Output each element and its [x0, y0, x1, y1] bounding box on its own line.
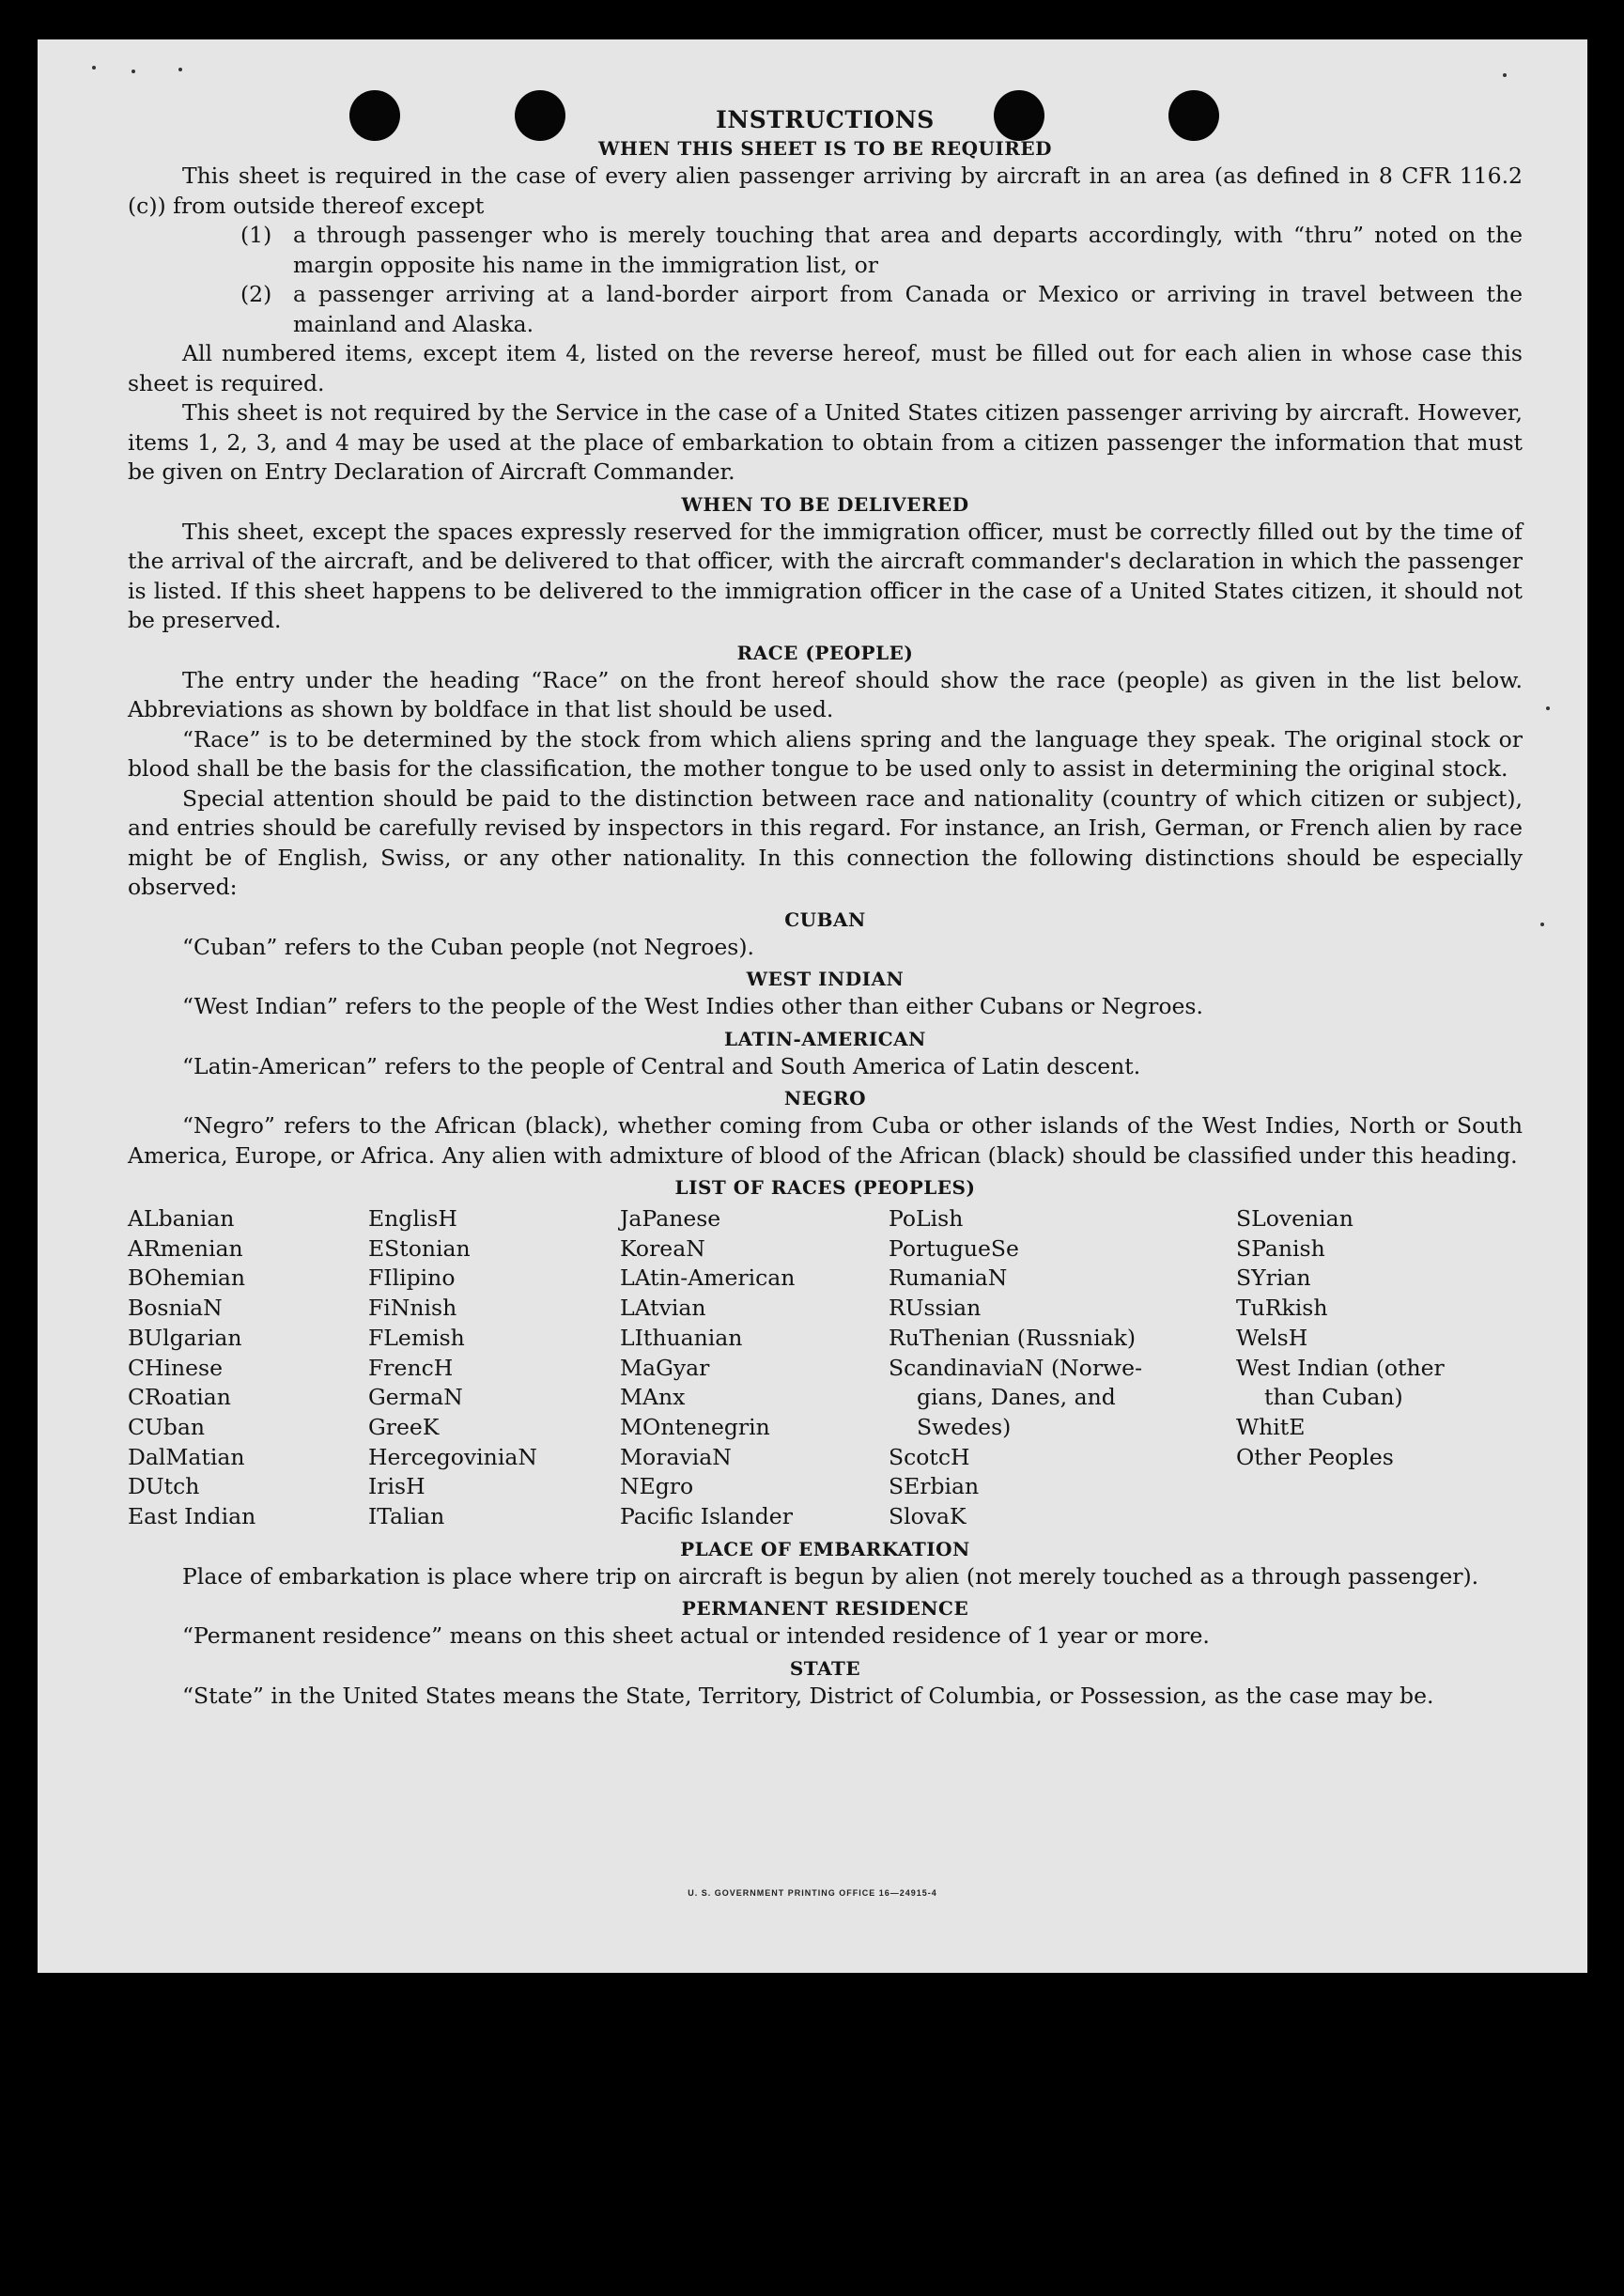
definition: “Cuban” refers to the Cuban people (not Negroes).: [182, 933, 755, 960]
definition: “State” in the United States means the State, Territory, District of Columbia, or Possession, as the case may be.: [182, 1682, 1434, 1709]
race-entry: MaGyar: [620, 1354, 710, 1381]
race-entry: CRoatian: [128, 1384, 231, 1411]
paragraph: Special attention should be paid to the distinction between race and nationality (country of which citizen or subject), and entries should be carefully revised by inspectors in this regard. For instance, an Irish, German, or French alien by race might be of English, Swiss, or any other nationality. In this connection the following distinctions should be especially observed:: [128, 784, 1523, 900]
exception-list: [128, 221, 1523, 339]
race-column: [128, 1204, 368, 1532]
speck: [92, 66, 96, 70]
race-entry: IrisH: [368, 1473, 425, 1500]
speck: [1503, 73, 1507, 77]
document-sheet: [38, 39, 1587, 1973]
definition: Place of embarkation is place where trip on aircraft is begun by alien (not merely touched as a through passenger).: [182, 1562, 1479, 1590]
race-entry: BUlgarian: [128, 1324, 242, 1351]
printer-imprint: U. S. GOVERNMENT PRINTING OFFICE 16—24915-4: [688, 1888, 937, 1898]
race-entry: DUtch: [128, 1473, 200, 1500]
paragraph: All numbered items, except item 4, listed on the reverse hereof, must be filled out for each alien in whose case this sheet is required.: [128, 340, 1523, 396]
race-entry: ScotcH: [889, 1443, 970, 1470]
race-entry: RUssian: [889, 1295, 982, 1322]
race-entry: than Cuban): [1264, 1384, 1403, 1411]
definition: “Latin-American” refers to the people of Central and South America of Latin descent.: [182, 1052, 1141, 1079]
section-heading-state: STATE: [789, 1656, 861, 1680]
definition: “Permanent residence” means on this sheet actual or intended residence of 1 year or more.: [182, 1622, 1210, 1650]
race-entry: MAnx: [620, 1384, 686, 1411]
race-entry: KoreaN: [620, 1234, 705, 1262]
race-entry: BOhemian: [128, 1264, 245, 1292]
race-entry: gians, Danes, and: [917, 1384, 1116, 1411]
race-entry: CHinese: [128, 1354, 223, 1381]
race-entry: LIthuanian: [620, 1324, 743, 1351]
speck: [1546, 706, 1550, 710]
definition: “West Indian” refers to the people of the West Indies other than either Cubans or Negroes.: [182, 993, 1203, 1019]
race-entry: NEgro: [620, 1473, 694, 1500]
race-entry: ARmenian: [128, 1234, 243, 1262]
section-heading-negro: NEGRO: [783, 1087, 867, 1109]
section-heading-residence: PERMANENT RESIDENCE: [681, 1597, 969, 1621]
race-entry: MoraviaN: [620, 1443, 732, 1470]
race-entry: BosniaN: [128, 1295, 223, 1322]
paragraph: The entry under the heading “Race” on the front hereof should show the race (people) as given in the list below. Abbreviations as shown by boldface in that list should be used.: [128, 666, 1523, 722]
item-number: (2): [240, 281, 272, 307]
race-entry: HercegoviniaN: [368, 1443, 537, 1470]
speck: [178, 68, 182, 71]
page-title: INSTRUCTIONS: [716, 106, 935, 133]
race-column: [368, 1204, 620, 1532]
race-entry: WelsH: [1236, 1324, 1308, 1351]
race-entry: GermaN: [368, 1384, 463, 1411]
item-number: (1): [240, 222, 272, 248]
race-entry: SPanish: [1236, 1234, 1325, 1262]
race-column: [1236, 1204, 1518, 1532]
section-heading-cuban: CUBAN: [784, 908, 866, 931]
race-entry: RumaniaN: [889, 1264, 1008, 1292]
race-entry: MOntenegrin: [620, 1413, 770, 1440]
list-item: [128, 221, 1523, 280]
paragraph: “Race” is to be determined by the stock from which aliens spring and the language they speak. The original stock or blood shall be the basis for the classification, the mother tongue to be used only to assist in determining the original stock.: [128, 725, 1523, 782]
paragraph: This sheet is required in the case of every alien passenger arriving by aircraft in an area (as defined in 8 CFR 116.2 (c)) from outside thereof except: [128, 163, 1523, 219]
section-heading-latin-american: LATIN-AMERICAN: [724, 1027, 926, 1050]
race-list: [128, 1204, 1523, 1532]
race-entry: SYrian: [1236, 1264, 1311, 1292]
race-entry: West Indian (other: [1236, 1354, 1445, 1381]
race-entry: EnglisH: [368, 1205, 457, 1232]
paragraph: This sheet, except the spaces expressly reserved for the immigration officer, must be correctly filled out by the time of the arrival of the aircraft, and be delivered to that officer, with the aircraft commander's declaration in which the passenger is listed. If this sheet happens to be delivered to the immigration officer in the case of a United States citizen, it should not be preserved.: [128, 518, 1523, 633]
race-entry: East Indian: [128, 1503, 256, 1530]
race-entry: Other Peoples: [1236, 1443, 1394, 1470]
instructions-content: [128, 103, 1523, 1711]
race-entry: FrencH: [368, 1354, 454, 1381]
race-entry: LAtvian: [620, 1295, 706, 1322]
race-entry: DalMatian: [128, 1443, 245, 1470]
item-text: a through passenger who is merely touching that area and departs accordingly, with “thru” noted on the margin opposite his name in the immigration list, or: [293, 222, 1523, 278]
race-entry: CUban: [128, 1413, 205, 1440]
race-column: [889, 1204, 1236, 1532]
race-entry: FiNnish: [368, 1295, 457, 1322]
section-heading-race: RACE (PEOPLE): [736, 641, 914, 664]
section-heading-when-required: WHEN THIS SHEET IS TO BE REQUIRED: [598, 137, 1052, 160]
race-entry: RuThenian (Russniak): [889, 1324, 1136, 1351]
race-entry: SLovenian: [1236, 1205, 1353, 1232]
paragraph: This sheet is not required by the Service in the case of a United States citizen passenger arriving by aircraft. However, items 1, 2, 3, and 4 may be used at the place of embarkation to obtain from a citizen passenger the information that must be given on Entry Declaration of Aircraft Commander.: [128, 399, 1523, 485]
race-entry: Swedes): [917, 1413, 1012, 1440]
section-heading-races: LIST OF RACES (PEOPLES): [674, 1176, 976, 1199]
list-item: [128, 280, 1523, 339]
race-entry: WhitE: [1236, 1413, 1306, 1440]
race-entry: ITalian: [368, 1503, 445, 1530]
race-entry: FIlipino: [368, 1264, 456, 1292]
race-entry: LAtin-American: [620, 1264, 796, 1292]
race-column: [620, 1204, 889, 1532]
section-heading-when-delivered: WHEN TO BE DELIVERED: [681, 492, 969, 516]
race-entry: ALbanian: [128, 1205, 235, 1232]
definition: “Negro” refers to the African (black), whether coming from Cuba or other islands of the West Indies, North or South America, Europe, or Africa. Any alien with admixture of blood of the African (black) should be classified under this heading.: [128, 1112, 1523, 1169]
speck: [131, 70, 135, 73]
race-entry: EStonian: [368, 1234, 471, 1262]
race-entry: Pacific Islander: [620, 1503, 793, 1530]
race-entry: FLemish: [368, 1324, 465, 1351]
race-entry: GreeK: [368, 1413, 440, 1440]
speck: [1540, 923, 1544, 926]
race-entry: PoLish: [889, 1205, 964, 1232]
race-entry: TuRkish: [1236, 1295, 1328, 1322]
race-entry: JaPanese: [620, 1205, 721, 1232]
race-entry: PortugueSe: [889, 1234, 1019, 1262]
race-entry: ScandinaviaN (Norwe-: [889, 1354, 1143, 1381]
section-heading-embarkation: PLACE OF EMBARKATION: [680, 1537, 970, 1560]
race-entry: SErbian: [889, 1473, 980, 1500]
section-heading-west-indian: WEST INDIAN: [746, 968, 905, 990]
item-text: a passenger arriving at a land-border airport from Canada or Mexico or arriving in travel between the mainland and Alaska.: [293, 281, 1523, 337]
race-entry: SlovaK: [889, 1503, 967, 1530]
